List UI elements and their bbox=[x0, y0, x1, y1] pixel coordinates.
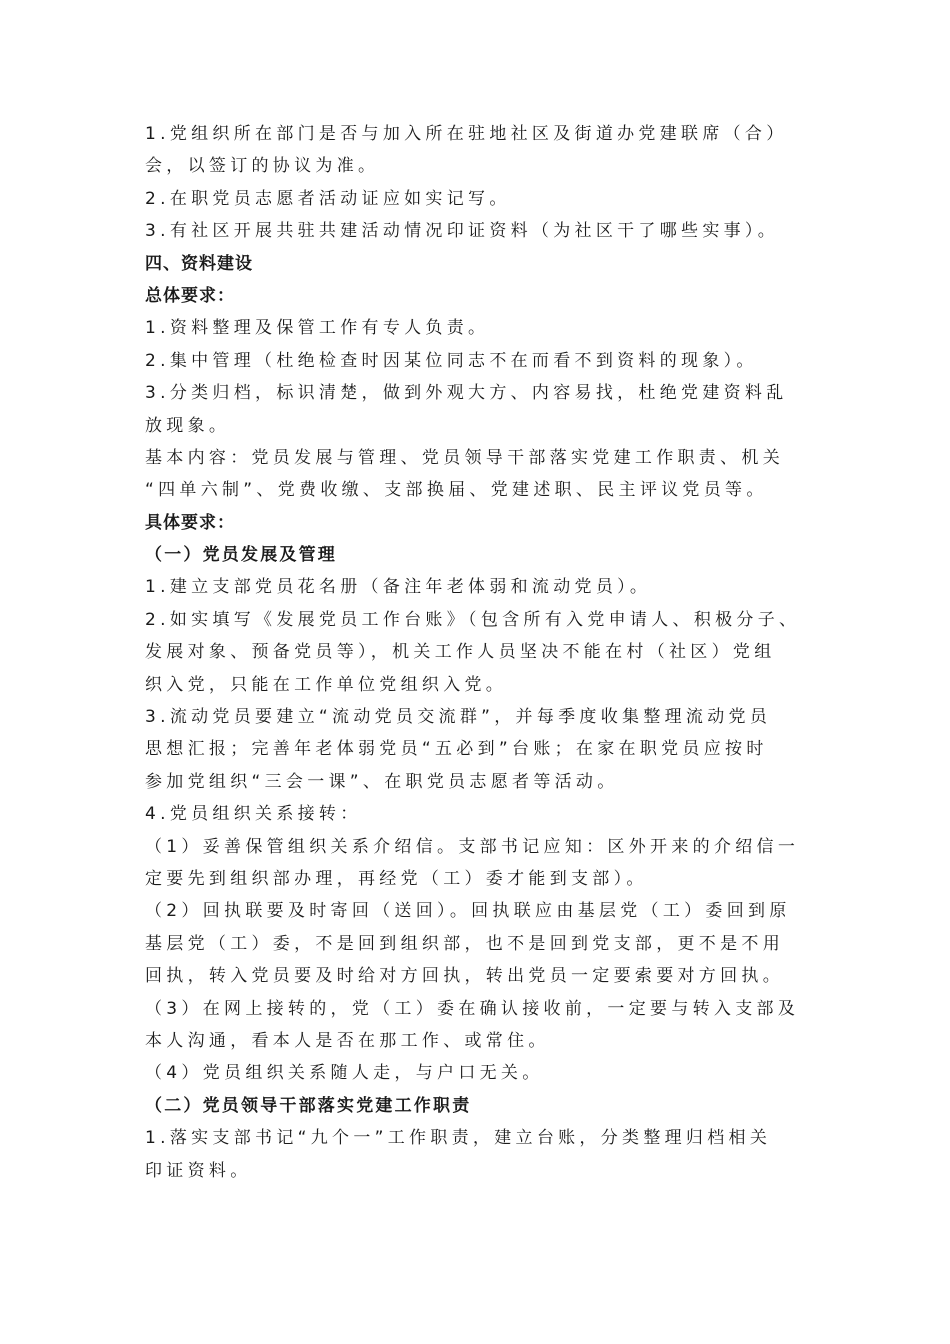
text-line: 1.党组织所在部门是否与加入所在驻地社区及街道办党建联席（合） bbox=[145, 124, 788, 144]
text-line: 2.集中管理（杜绝检查时因某位同志不在而看不到资料的现象）。 bbox=[145, 350, 758, 371]
text-line: 定要先到组织部办理，再经党（工）委才能到支部）。 bbox=[145, 868, 648, 889]
text-line: 参加党组织“三会一课”、在职党员志愿者等活动。 bbox=[145, 771, 619, 792]
text-line: 基本内容：党员发展与管理、党员领导干部落实党建工作职责、机关 bbox=[145, 447, 784, 468]
text-line: 2.在职党员志愿者活动证应如实记写。 bbox=[145, 188, 511, 209]
subsection-heading: 总体要求： bbox=[145, 285, 235, 306]
section-heading: 四、资料建设 bbox=[145, 253, 253, 274]
text-line: （2）回执联要及时寄回（送回）。回执联应由基层党（工）委回到原 bbox=[145, 901, 791, 922]
text-line: 印证资料。 bbox=[145, 1160, 252, 1181]
subsection-heading: （一）党员发展及管理 bbox=[145, 545, 337, 566]
text-line: 3.流动党员要建立“流动党员交流群”，并每季度收集整理流动党员 bbox=[145, 707, 772, 728]
text-line: 放现象。 bbox=[145, 415, 231, 436]
text-line: 回执，转入党员要及时给对方回执，转出党员一定要索要对方回执。 bbox=[145, 966, 784, 987]
text-line: 3.有社区开展共驻共建活动情况印证资料（为社区干了哪些实事）。 bbox=[145, 221, 780, 242]
text-line: 本人沟通，看本人是否在那工作、或常住。 bbox=[145, 1030, 550, 1051]
text-line: 会，以签订的协议为准。 bbox=[145, 156, 380, 177]
text-line: 1.落实支部书记“九个一”工作职责，建立台账，分类整理归档相关 bbox=[145, 1128, 772, 1149]
text-line: “四单六制”、党费收缴、支部换届、党建述职、民主评议党员等。 bbox=[145, 480, 768, 501]
text-line: （4）党员组织关系随人走，与户口无关。 bbox=[145, 1063, 544, 1084]
document-page bbox=[145, 118, 815, 1187]
subsection-heading: 具体要求： bbox=[145, 512, 235, 533]
text-line: 发展对象、预备党员等），机关工作人员坚决不能在村（社区）党组 bbox=[145, 642, 776, 663]
text-line: 4.党员组织关系接转： bbox=[145, 804, 362, 825]
text-line: 1.资料整理及保管工作有专人负责。 bbox=[145, 318, 490, 339]
text-line: 织入党，只能在工作单位党组织入党。 bbox=[145, 674, 508, 695]
subsection-heading: （二）党员领导干部落实党建工作职责 bbox=[145, 1095, 472, 1116]
text-line: （3）在网上接转的，党（工）委在确认接收前，一定要与转入支部及 bbox=[145, 998, 800, 1019]
text-line: 2.如实填写《发展党员工作台账》（包含所有入党申请人、积极分子、 bbox=[145, 609, 801, 630]
text-line: 3.分类归档，标识清楚，做到外观大方、内容易找，杜绝党建资料乱 bbox=[145, 383, 788, 404]
text-line: 思想汇报；完善年老体弱党员“五必到”台账；在家在职党员应按时 bbox=[145, 739, 768, 760]
text-line: 基层党（工）委，不是回到组织部，也不是回到党支部，更不是不用 bbox=[145, 933, 784, 954]
text-line: 1.建立支部党员花名册（备注年老体弱和流动党员）。 bbox=[145, 577, 652, 598]
text-line: （1）妥善保管组织关系介绍信。支部书记应知：区外开来的介绍信一 bbox=[145, 836, 800, 857]
